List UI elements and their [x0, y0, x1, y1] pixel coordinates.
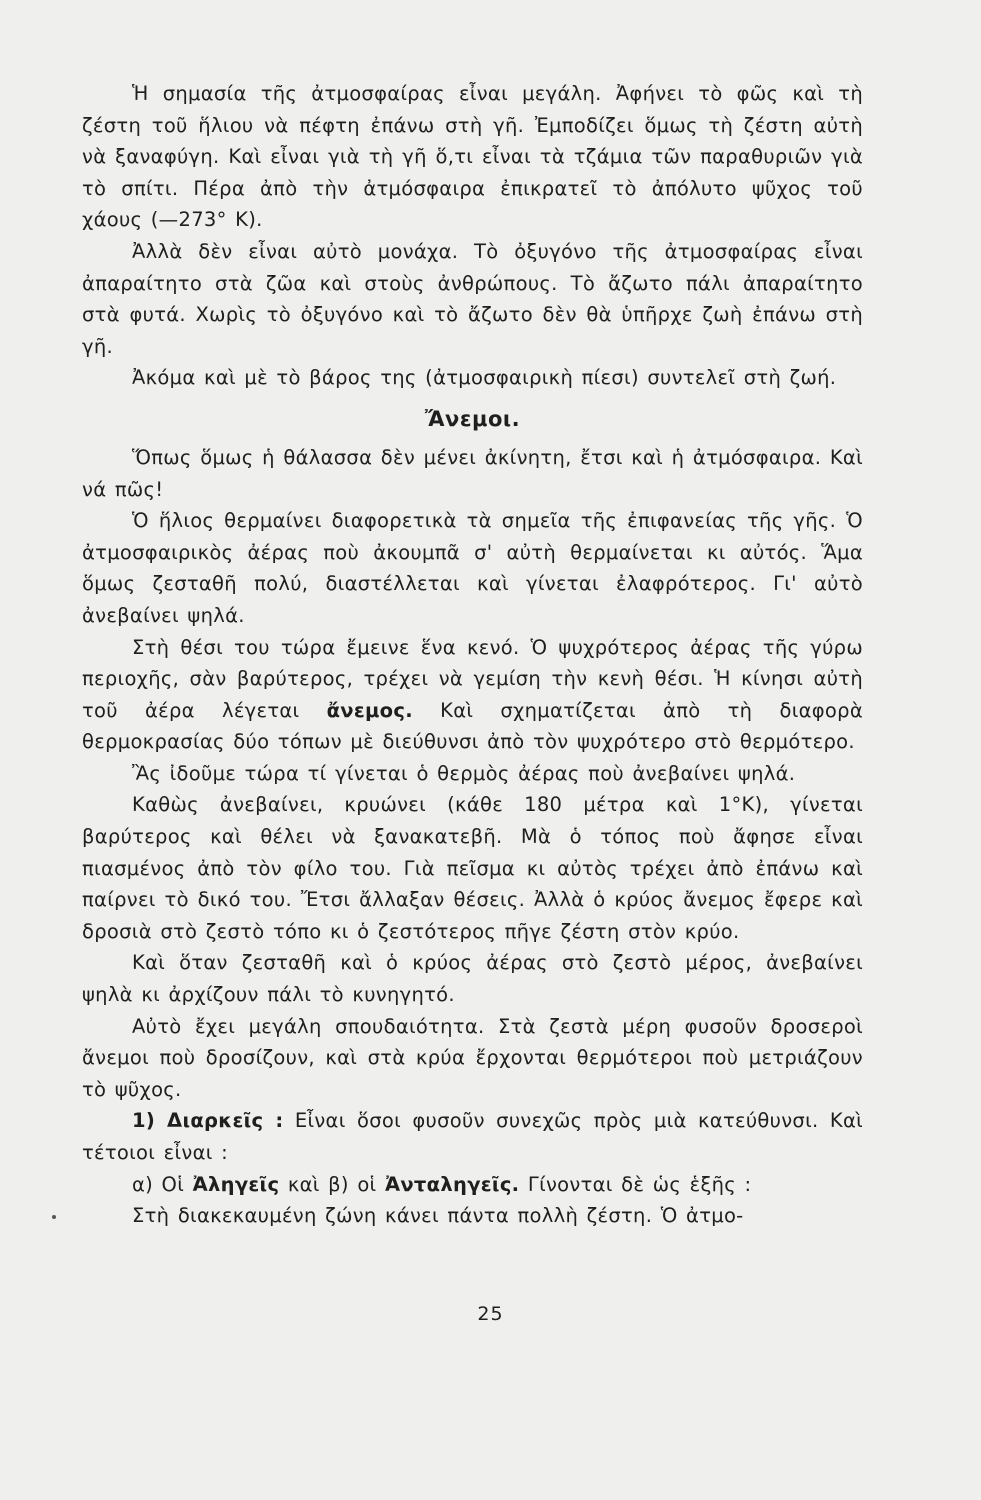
paragraph-cooling: Καθὼς ἀνεβαίνει, κρυώνει (κάθε 180 μέτρα καὶ 1°Κ), γίνεται βαρύτερος καὶ θέλει νὰ ξανακατεβῆ. Μὰ ὁ τόπος ποὺ ἄφησε εἶναι πιασμένος ἀπὸ τὸν φίλο του. Γιὰ πεῖσμα κι αὐτὸς τρέχει ἀπὸ ἐπάνω καὶ παίρνει τὸ δικό του. Ἔτσι ἄλλαξαν θέσεις. Ἀλλὰ ὁ κρύος ἄνεμος ἔφερε καὶ δροσιὰ στὸ ζεστὸ τόπο κι ὁ ζεστότερος πῆγε ζέστη στὸν κρύο.: [82, 793, 863, 943]
paragraph-trade-winds: [82, 1169, 863, 1201]
term-anemos: ἄνεμος.: [326, 698, 413, 722]
alig-prefix: α) Οἱ: [132, 1172, 193, 1196]
diarkeis-text: Εἶναι ὅσοι φυσοῦν συνεχῶς πρὸς μιὰ κατεύθυνσι. Καὶ τέτοιοι εἶναι :: [82, 1109, 863, 1164]
wind-definition-text: Στὴ θέσι του τώρα ἔμεινε ἕνα κενό. Ὁ ψυχρότερος ἀέρας τῆς γύρω περιοχῆς, σὰν βαρύτερος, τρέχει νὰ γεμίση τὴν κενὴ θέσι. Ἡ κίνησι αὐτὴ τοῦ ἀέρα λέγεται: [82, 635, 863, 722]
term-diarkeis: 1) Διαρκεῖς :: [132, 1109, 284, 1133]
paragraph-importance: Αὐτὸ ἔχει μεγάλη σπουδαιότητα. Στὰ ζεστὰ μέρη φυσοῦν δροσεροὶ ἄνεμοι ποὺ δροσίζουν, καὶ στὰ κρύα ἔρχονται θερμότεροι ποὺ μετριάζουν τὸ ψῦχος.: [82, 1014, 863, 1101]
paragraph-chase: Καὶ ὅταν ζεσταθῆ καὶ ὁ κρύος ἀέρας στὸ ζεστὸ μέρος, ἀνεβαίνει ψηλὰ κι ἀρχίζουν πάλι τὸ κυνηγητό.: [82, 951, 863, 1007]
section-heading-winds: Ἄνεμοι.: [424, 406, 521, 431]
paragraph-atmosphere-importance: Ἡ σημασία τῆς ἀτμοσφαίρας εἶναι μεγάλη. Ἀφήνει τὸ φῶς καὶ τὴ ζέστη τοῦ ἥλιου νὰ πέφτη ἐπάνω στὴ γῆ. Ἐμποδίζει ὅμως τὴ ζέστη αὐτὴ νὰ ξαναφύγη. Καὶ εἶναι γιὰ τὴ γῆ ὅ,τι εἶναι τὰ τζάμια τῶν παραθυριῶν γιὰ τὸ σπίτι. Πέρα ἀπὸ τὴν ἀτμόσφαιρα ἐπικρατεῖ τὸ ἀπόλυτο ψῦχος τοῦ χάους (—273° Κ).: [82, 82, 863, 232]
paragraph-oxygen-nitrogen: Ἀλλὰ δὲν εἶναι αὐτὸ μονάχα. Τὸ ὀξυγόνο τῆς ἀτμοσφαίρας εἶναι ἀπαραίτητο στὰ ζῶα καὶ στοὺς ἀνθρώπους. Τὸ ἄζωτο πάλι ἀπαραίτητο στὰ φυτά. Χωρὶς τὸ ὀξυγόνο καὶ τὸ ἄζωτο δὲν θὰ ὑπῆρχε ζωὴ ἐπάνω στὴ γῆ.: [82, 239, 863, 358]
paragraph-sun-heating: Ὁ ἥλιος θερμαίνει διαφορετικὰ τὰ σημεῖα τῆς ἐπιφανείας τῆς γῆς. Ὁ ἀτμοσφαιρικὸς ἀέρας ποὺ ἀκουμπᾶ σ' αὐτὴ θερμαίνεται κι αὐτός. Ἅμα ὅμως ζεσταθῆ πολύ, διαστέλλεται καὶ γίνεται ἐλαφρότερος. Γι' αὐτὸ ἀνεβαίνει ψηλά.: [82, 509, 863, 627]
margin-mark: [52, 1215, 56, 1219]
alig-mid: καὶ β) οἱ: [279, 1172, 385, 1196]
paragraph-persistent-winds: [82, 1105, 863, 1168]
alig-rest: Γίνονται δὲ ὡς ἑξῆς :: [519, 1172, 752, 1196]
paragraph-torrid-zone: Στὴ διακεκαυμένη ζώνη κάνει πάντα πολλὴ ζέστη. Ὁ ἀτμο-: [132, 1204, 744, 1228]
page-number: 25: [477, 1303, 504, 1325]
paragraph-sea-atmosphere: Ὅπως ὅμως ἡ θάλασσα δὲν μένει ἀκίνητη, ἔτσι καὶ ἡ ἀτμόσφαιρα. Καὶ νά πῶς!: [82, 445, 863, 501]
paragraph-pressure: Ἀκόμα καὶ μὲ τὸ βάρος της (ἀτμοσφαιρικὴ πίεσι) συντελεῖ στὴ ζωή.: [132, 366, 837, 390]
term-antaligeis: Ἀνταληγεῖς.: [384, 1172, 520, 1196]
paragraph-wind-definition: [82, 632, 863, 758]
wind-definition-rest: Καὶ σχηματίζεται ἀπὸ τὴ διαφορὰ θερμοκρασίας δύο τόπων μὲ διεύθυνσι ἀπὸ τὸν ψυχρότερο στὸ θερμότερο.: [82, 698, 863, 754]
body-text: [82, 78, 863, 1232]
paragraph-warm-air: Ἂς ἰδοῦμε τώρα τί γίνεται ὁ θερμὸς ἀέρας ποὺ ἀνεβαίνει ψηλά.: [132, 761, 796, 785]
term-aligeis: Ἀληγεῖς: [192, 1172, 280, 1196]
